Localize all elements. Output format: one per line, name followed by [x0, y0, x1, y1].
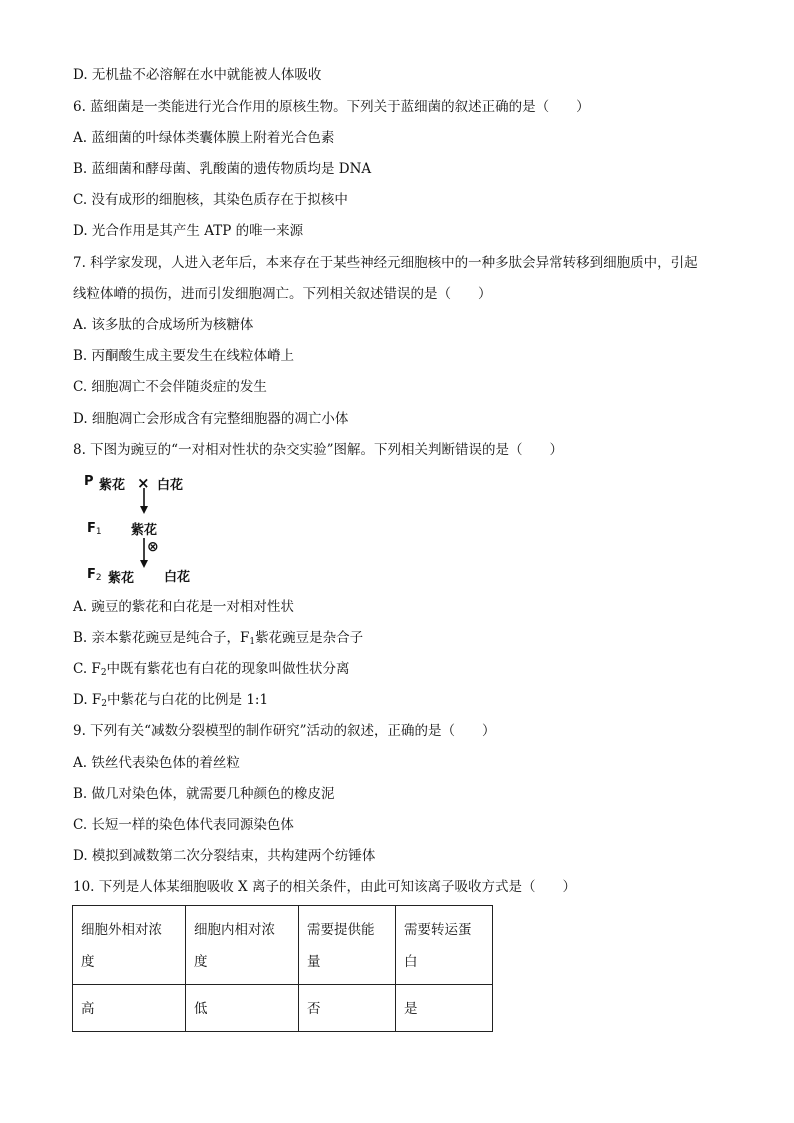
header-cell-text: 细胞内相对浓: [194, 922, 275, 938]
q9-option-c: C. 长短一样的染色体代表同源染色体: [73, 817, 294, 833]
header-cell-text: 需要提供能: [307, 922, 375, 938]
q8-option-d: [73, 691, 268, 713]
header-cell-text: 需要转运蛋: [404, 922, 472, 938]
cell-energy: 否: [299, 985, 396, 1032]
header-cell-text: 白: [404, 954, 418, 970]
p-male-white: 白花: [157, 478, 184, 493]
q10-stem: 10. 下列是人体某细胞吸收 X 离子的相关条件，由此可知该离子吸收方式是（ ）: [73, 879, 576, 895]
p-generation-label: P: [84, 474, 94, 489]
header-intracellular-concentration: [186, 906, 299, 985]
f2-white: 白花: [164, 570, 191, 585]
f1-subscript: 1: [95, 527, 102, 537]
q8-option-b: [73, 629, 363, 651]
table-header-row: [73, 906, 493, 985]
header-cell-text: 度: [194, 954, 208, 970]
f2-generation-label: [87, 567, 102, 583]
cross-diagram: [84, 470, 224, 588]
p-female-purple: 紫花: [99, 478, 126, 493]
q8-stem: 8. 下图为豌豆的“一对相对性状的杂交实验”图解。下列相关判断错误的是（ ）: [73, 442, 563, 458]
q7-stem-line1: 7. 科学家发现，人进入老年后，本来存在于某些神经元细胞核中的一种多肽会异常转移到细胞质中，引起: [73, 255, 698, 271]
q9-option-b: B. 做几对染色体，就需要几种颜色的橡皮泥: [73, 786, 335, 802]
f1-to-f2-arrowhead: [140, 560, 148, 568]
q8-b-pre: B. 亲本紫花豌豆是纯合子，F: [73, 630, 250, 646]
header-cell-text: 度: [81, 954, 95, 970]
cell-extracellular: 高: [73, 985, 186, 1032]
q7-option-c: C. 细胞凋亡不会伴随炎症的发生: [73, 379, 267, 395]
ion-absorption-table: [72, 905, 493, 1032]
q9-stem: 9. 下列有关“减数分裂模型的制作研究”活动的叙述，正确的是（ ）: [73, 723, 496, 739]
q8-b-sub: 1: [249, 637, 256, 647]
header-cell-text: 量: [307, 954, 321, 970]
q8-c-sub: 2: [100, 668, 107, 678]
q8-d-sub: 2: [101, 699, 108, 709]
q6-stem: 6. 蓝细菌是一类能进行光合作用的原核生物。下列关于蓝细菌的叙述正确的是（ ）: [73, 99, 590, 115]
q8-option-c: [73, 660, 350, 682]
header-transport-protein-required: [396, 906, 493, 985]
header-extracellular-concentration: [73, 906, 186, 985]
q6-option-c: C. 没有成形的细胞核，其染色质存在于拟核中: [73, 192, 348, 208]
q7-option-a: A. 该多肽的合成场所为核糖体: [73, 317, 254, 333]
f1-generation-label: [87, 521, 102, 537]
q7-option-b: B. 丙酮酸生成主要发生在线粒体嵴上: [73, 348, 295, 364]
header-energy-required: [299, 906, 396, 985]
q8-d-pre: D. F: [73, 692, 102, 708]
q9-option-d: D. 模拟到减数第二次分裂结束，共构建两个纺锤体: [73, 848, 376, 864]
q9-option-a: A. 铁丝代表染色体的着丝粒: [73, 755, 240, 771]
f2-purple: 紫花: [108, 571, 135, 586]
f2-letter: F: [87, 567, 96, 582]
f1-letter: F: [87, 521, 96, 536]
q5-option-d: D. 无机盐不必溶解在水中就能被人体吸收: [73, 67, 322, 83]
cell-intracellular: 低: [186, 985, 299, 1032]
cross-symbol: ×: [137, 474, 150, 492]
q8-c-pre: C. F: [73, 661, 101, 677]
q6-option-a: A. 蓝细菌的叶绿体类囊体膜上附着光合色素: [73, 130, 335, 146]
f1-purple: 紫花: [131, 523, 158, 538]
selfing-symbol: ⊗: [147, 539, 159, 555]
q8-c-post: 中既有紫花也有白花的现象叫做性状分离: [106, 661, 350, 677]
q8-d-post: 中紫花与白花的比例是 1:1: [107, 692, 269, 708]
q6-option-b: B. 蓝细菌和酵母菌、乳酸菌的遗传物质均是 DNA: [73, 161, 372, 177]
cell-transport-protein: 是: [396, 985, 493, 1032]
header-cell-text: 细胞外相对浓: [81, 922, 162, 938]
q7-option-d: D. 细胞凋亡会形成含有完整细胞器的凋亡小体: [73, 411, 349, 427]
q8-option-a: A. 豌豆的紫花和白花是一对相对性状: [73, 599, 294, 615]
q6-option-d: D. 光合作用是其产生 ATP 的唯一来源: [73, 223, 304, 239]
q8-b-post: 紫花豌豆是杂合子: [255, 630, 364, 646]
f2-subscript: 2: [95, 573, 102, 583]
p-to-f1-arrowhead: [140, 506, 148, 514]
table-row: [73, 985, 493, 1032]
q7-stem-line2: 线粒体嵴的损伤，进而引发细胞凋亡。下列相关叙述错误的是（ ）: [73, 286, 492, 302]
